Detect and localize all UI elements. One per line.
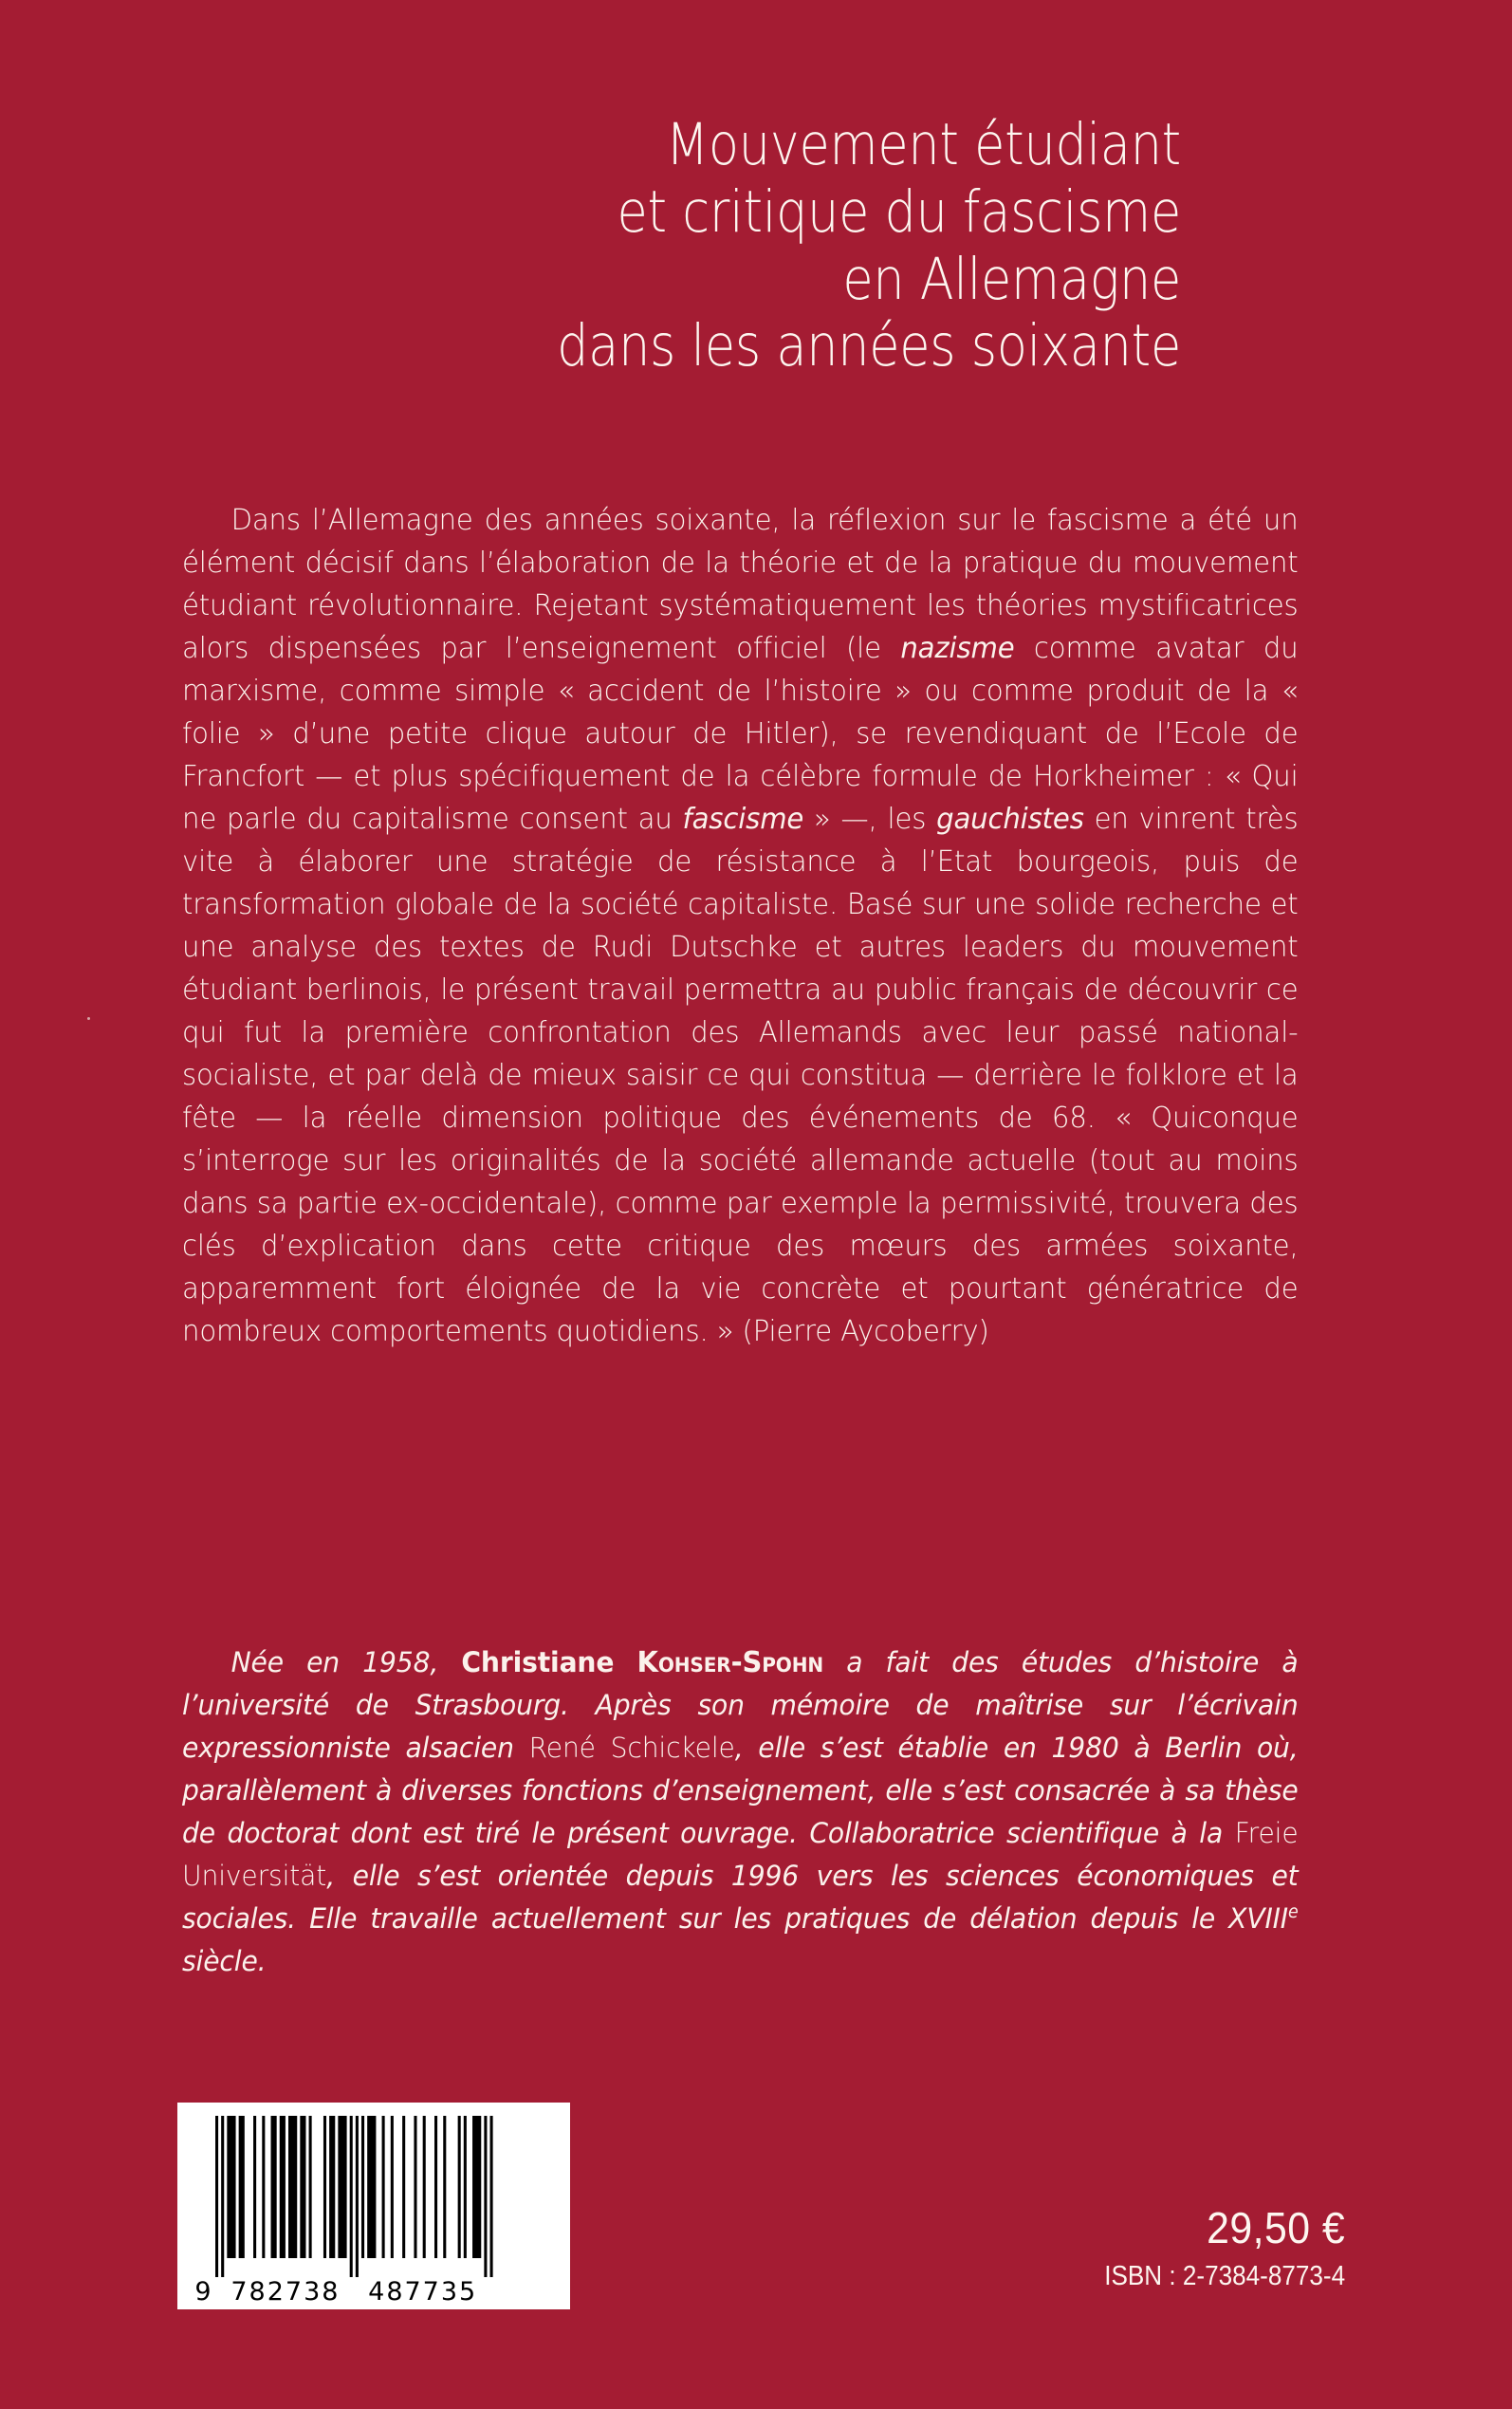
scan-speck-artifact: [87, 1017, 90, 1020]
title-line-3: en Allemagne: [842, 245, 1181, 313]
svg-text:782738: 782738: [230, 2277, 341, 2307]
blurb-paragraph: [182, 499, 1299, 1353]
svg-text:487735: 487735: [368, 2277, 478, 2307]
blurb-text-d: en vinrent très vite à élaborer une stratégie de résistance à l’Etat bourgeois, puis de transformation globale de la société capitaliste. Basé sur une solide recherche et une analyse des textes de Rudi Dutschke et autres leaders du mouvement étudiant berlinois, le présent travail permettra au public français de découvrir ce qui fut la première confrontation des Allemands avec leur passé national-socialiste, et par delà de mieux saisir ce qui constitua — derrière le folklore et la fête — la réelle dimension politique des événements de 68. « Quiconque s’interroge sur les originalités de la société allemande actuelle (tout au moins dans sa partie ex-occidentale), comme par exemple la permissivité, trouvera des clés d’explication dans cette critique des mœurs des armées soixante, apparemment fort éloignée de la vie concrète et pourtant génératrice de nombreux comportements quotidiens. » (Pierre Aycoberry): [182, 802, 1299, 1348]
author-bio-paragraph: [182, 1641, 1299, 1983]
blurb-emphasis-gauchistes: gauchistes: [936, 802, 1084, 836]
bio-ordinal-suffix: e: [1287, 1901, 1299, 1922]
blurb-text-c: » —, les: [803, 802, 937, 836]
author-first-name: Christiane: [461, 1645, 615, 1678]
isbn-barcode: [177, 2103, 570, 2309]
bio-text-a: Née en 1958,: [230, 1645, 462, 1678]
author-name-separator: [614, 1646, 636, 1678]
book-title: [190, 112, 1181, 380]
bio-text-e: siècle.: [182, 1944, 267, 1977]
blurb-text-b: comme avatar du marxisme, comme simple « accident de l’histoire » ou comme produit de la « folie » d’une petite clique autour de Hitler), se revendiquant de l’Ecole de Francfort — et plus spécifiquement de la célèbre formule de Horkheimer : « Qui ne parle du capitalisme consent au: [182, 631, 1299, 836]
svg-text:9: 9: [194, 2277, 213, 2307]
isbn-text: ISBN : 2-7384-8773-4: [1104, 2261, 1345, 2292]
blurb-emphasis-fascisme: fascisme: [682, 802, 804, 836]
price-amount: 29,50 €: [1207, 2203, 1345, 2252]
bio-name-freie-universitat: Freie Universität: [182, 1816, 1299, 1892]
bio-text-b: a fait des études d’histoire à l’université de Strasbourg. Après son mémoire de maîtrise sur l’écrivain expressionniste alsacien: [182, 1645, 1299, 1764]
blurb-emphasis-nazisme: nazisme: [900, 631, 1015, 665]
title-line-4: dans les années soixante: [557, 312, 1181, 380]
bio-text-d: , elle s’est orientée depuis 1996 vers les sciences économiques et sociales. Elle travaille actuellement sur les pratiques de délation depuis le XVIII: [182, 1859, 1299, 1935]
barcode-svg: [177, 2103, 570, 2309]
title-line-2: et critique du fascisme: [617, 177, 1181, 246]
bio-name-schickele: René Schickele: [528, 1731, 735, 1764]
author-last-name: Kohser-Spohn: [636, 1645, 823, 1679]
blurb-text-a: Dans l’Allemagne des années soixante, la réflexion sur le fascisme a été un élément décisif dans l’élaboration de la théorie et de la pratique du mouvement étudiant révolutionnaire. Rejetant systématiquement les théories mystificatrices alors dispensées par l’enseignement officiel (le: [182, 503, 1299, 665]
price-and-isbn: [1078, 2205, 1345, 2299]
title-line-1: Mouvement étudiant: [665, 111, 1181, 178]
bio-text-c: , elle s’est établie en 1980 à Berlin où, parallèlement à diverses fonctions d’enseignement, elle s’est consacrée à sa thèse de doctorat dont est tiré le présent ouvrage. Collaboratrice scientifique à la: [182, 1731, 1299, 1849]
